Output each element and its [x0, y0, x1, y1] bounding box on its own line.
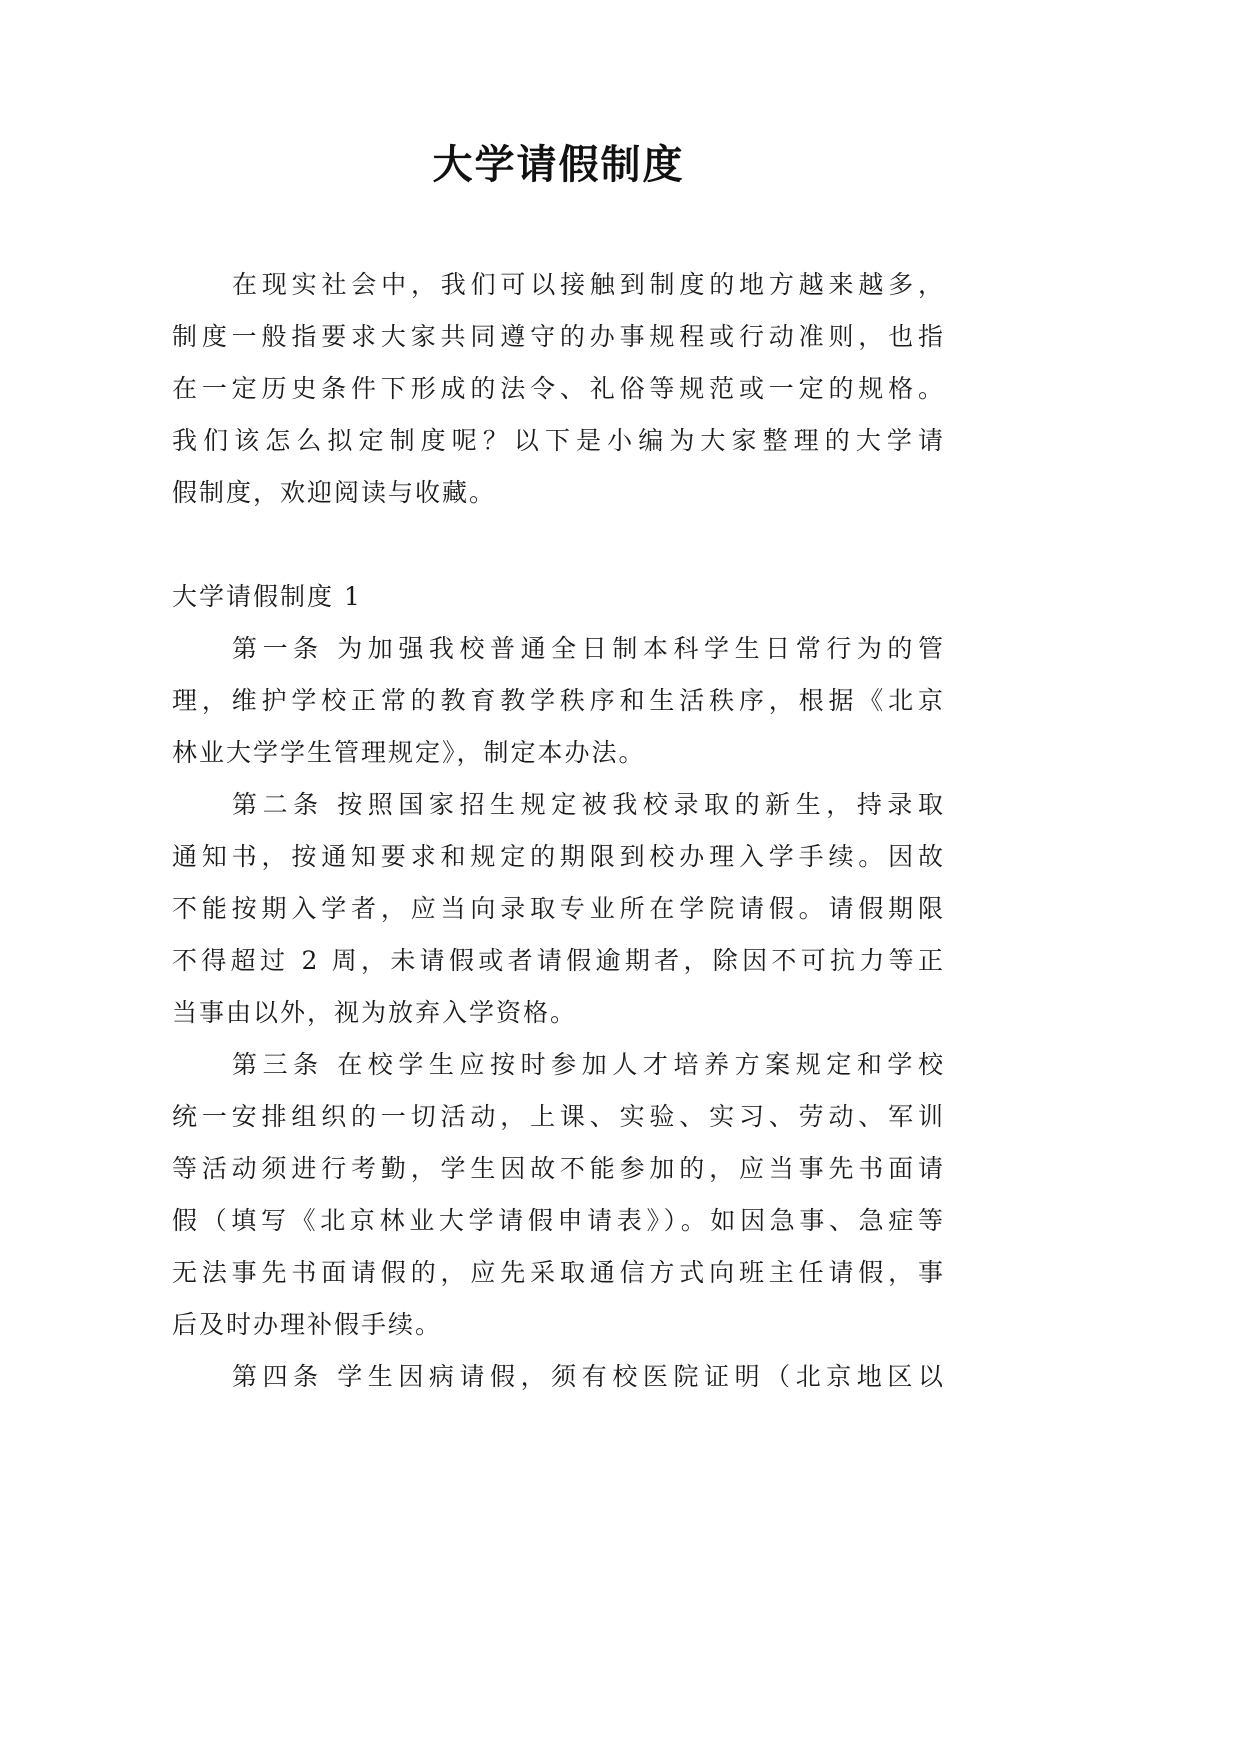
- text-line: 我们该怎么拟定制度呢？以下是小编为大家整理的大学请: [172, 426, 945, 455]
- text-line: 理，维护学校正常的教育教学秩序和生活秩序，根据《北京: [172, 686, 945, 715]
- article-paragraph: [172, 779, 945, 1039]
- text-line: 统一安排组织的一切活动，上课、实验、实习、劳动、军训: [172, 1102, 945, 1131]
- article-paragraph: [172, 623, 945, 779]
- text-line: 不能按期入学者，应当向录取专业所在学院请假。请假期限: [172, 894, 945, 923]
- text-line: 制度一般指要求大家共同遵守的办事规程或行动准则，也指: [172, 322, 945, 351]
- text-line: 林业大学学生管理规定》，制定本办法。: [172, 738, 646, 767]
- blank-line: [172, 519, 945, 571]
- text-line: 第二条 按照国家招生规定被我校录取的新生，持录取: [232, 790, 945, 819]
- text-line: 无法事先书面请假的，应先采取通信方式向班主任请假，事: [172, 1258, 945, 1287]
- text-line: 在现实社会中，我们可以接触到制度的地方越来越多，: [232, 270, 945, 299]
- text-line: 第三条 在校学生应按时参加人才培养方案规定和学校: [232, 1050, 945, 1079]
- intro-paragraph: [172, 259, 945, 519]
- text-line: 当事由以外，视为放弃入学资格。: [172, 998, 578, 1027]
- section-heading: 大学请假制度 1: [172, 582, 362, 611]
- text-line: 在一定历史条件下形成的法令、礼俗等规范或一定的规格。: [172, 374, 945, 403]
- document-body: [172, 259, 945, 1403]
- text-line: 后及时办理补假手续。: [172, 1310, 443, 1339]
- text-line: 假制度，欢迎阅读与收藏。: [172, 478, 497, 507]
- text-line: 第四条 学生因病请假，须有校医院证明（北京地区以: [232, 1362, 945, 1391]
- article-paragraph: [172, 1351, 945, 1403]
- text-line: 通知书，按通知要求和规定的期限到校办理入学手续。因故: [172, 842, 945, 871]
- text-line: 第一条 为加强我校普通全日制本科学生日常行为的管: [232, 634, 945, 663]
- article-paragraph: [172, 1039, 945, 1351]
- document-title: 大学请假制度: [432, 142, 685, 188]
- text-line: 假（填写《北京林业大学请假申请表》）。如因急事、急症等: [172, 1206, 945, 1235]
- text-line: 不得超过 2 周，未请假或者请假逾期者，除因不可抗力等正: [172, 946, 945, 975]
- text-line: 等活动须进行考勤，学生因故不能参加的，应当事先书面请: [172, 1154, 945, 1183]
